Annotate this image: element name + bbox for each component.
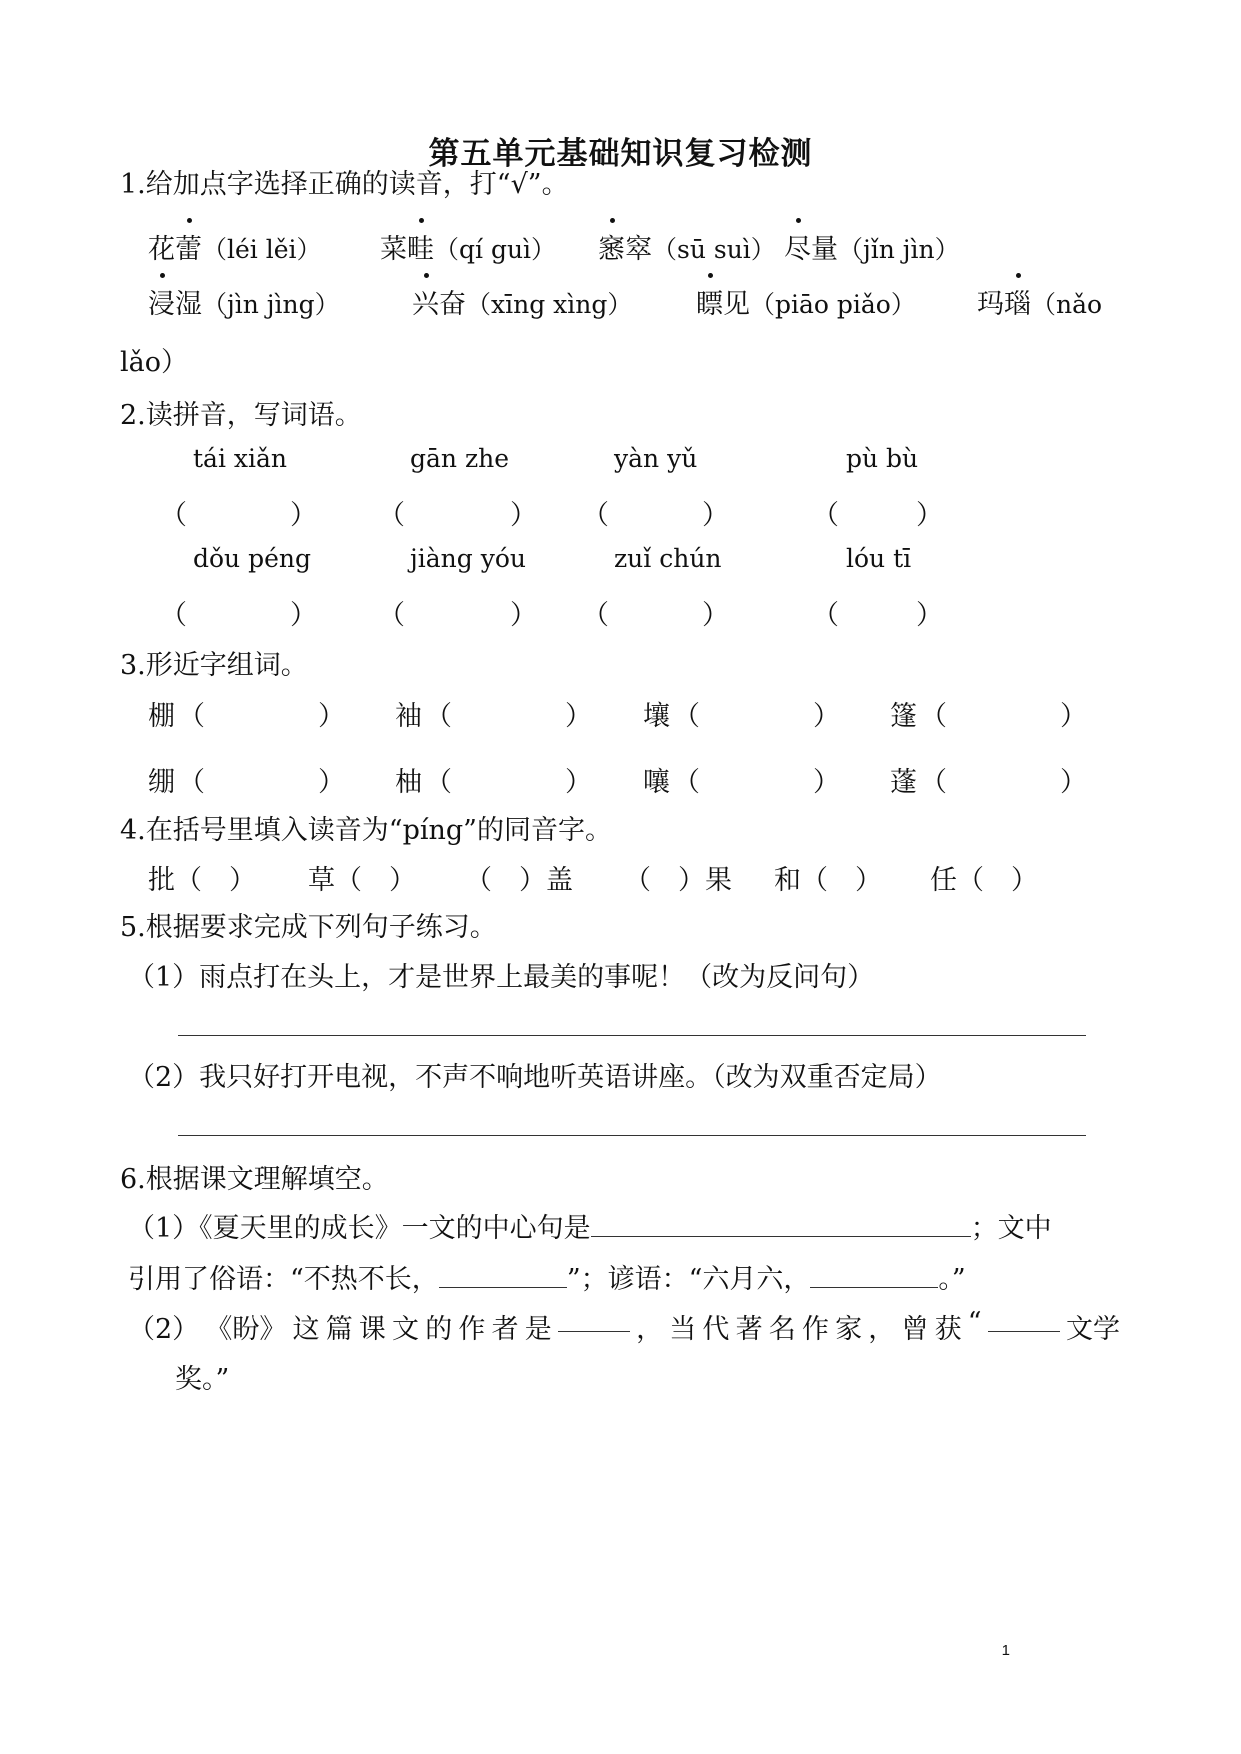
page-title: 第五单元基础知识复习检测: [428, 136, 813, 172]
q2-answer-open: （: [378, 500, 405, 531]
q6-heading: 6.根据课文理解填空。: [120, 1164, 389, 1195]
q4-item[interactable]: （ ）盖: [465, 865, 573, 896]
q3-open: （: [178, 767, 205, 798]
q3-close: ）: [565, 767, 592, 798]
q2-answer-close: ）: [702, 600, 729, 631]
q6-line-1: [128, 1206, 1052, 1245]
q1-choice[interactable]: （piāo piǎo）: [750, 290, 916, 319]
q1-choice[interactable]: （jǐn jìn）: [838, 235, 960, 264]
q6-line3-part: 的: [425, 1314, 453, 1345]
q6-line-3: [128, 1307, 1120, 1346]
q1-choice[interactable]: （xīng xìng）: [466, 290, 633, 319]
q3-char: 蓬: [890, 767, 917, 798]
q6-line3-part: 是: [524, 1314, 552, 1345]
q6-line3-part: ，: [636, 1314, 664, 1345]
q6-line-2: [128, 1257, 966, 1296]
q1-dotted-char: 畦: [407, 227, 434, 266]
q2-pinyin: yàn yǔ: [614, 444, 698, 473]
q6-blank-author[interactable]: [558, 1307, 630, 1332]
q1-item: [598, 227, 776, 266]
q4-item[interactable]: 和（ ）: [774, 865, 882, 896]
q6-blank-saying[interactable]: [439, 1263, 567, 1288]
q6-line3-part: 著: [735, 1314, 763, 1345]
q1-char: 菜: [380, 234, 407, 265]
q6-line3-part: 者: [491, 1314, 519, 1345]
q4-item[interactable]: 任（ ）: [930, 865, 1038, 896]
q1-row2-wrap: lǎo）: [120, 347, 188, 378]
q1-dotted-char: 兴: [412, 282, 439, 321]
q6-line3-part: 代: [702, 1314, 730, 1345]
q1-item: [977, 282, 1102, 321]
q3-answer-space[interactable]: [703, 760, 803, 790]
q3-char: 嚷: [643, 767, 670, 798]
q6-line3-end: 文学: [1065, 1314, 1120, 1345]
q2-pinyin: gān zhe: [410, 444, 510, 473]
q5-sentence-2: （2）我只好打开电视，不声不响地听英语讲座。（改为双重否定局）: [128, 1062, 942, 1093]
q3-answer-space[interactable]: [455, 694, 555, 724]
q1-dotted-char: 蕾: [175, 227, 202, 266]
q2-answer-space[interactable]: [612, 593, 702, 623]
q3-close: ）: [813, 767, 840, 798]
q1-item: [784, 227, 960, 266]
q3-answer-space[interactable]: [455, 760, 555, 790]
q2-answer-close: ）: [290, 600, 317, 631]
q3-answer-space[interactable]: [703, 694, 803, 724]
q1-heading: 1.给加点字选择正确的读音，打“√”。: [120, 169, 569, 200]
q6-line3-part: 文: [392, 1314, 420, 1345]
q1-char: 玛: [977, 289, 1004, 320]
q3-open: （: [673, 767, 700, 798]
q2-answer-close: ）: [916, 600, 943, 631]
q2-pinyin: zuǐ chún: [614, 544, 722, 573]
q3-open: （: [425, 767, 452, 798]
q5-answer-line-1[interactable]: [178, 1035, 1086, 1036]
q1-item: [148, 227, 322, 266]
q6-line-4: 奖。”: [175, 1364, 230, 1395]
q2-pinyin: pù bù: [846, 444, 919, 473]
q3-answer-space[interactable]: [950, 694, 1050, 724]
q2-answer-space[interactable]: [190, 593, 290, 623]
q2-answer-open: （: [160, 600, 187, 631]
q2-pinyin: lóu tī: [846, 544, 912, 573]
q6-line2-text-b: ”；谚语：“六月六，: [566, 1264, 811, 1295]
q4-heading: 4.在括号里填入读音为“píng”的同音字。: [120, 815, 612, 846]
q3-answer-space[interactable]: [208, 760, 308, 790]
q2-answer-space[interactable]: [190, 493, 290, 523]
q6-line2-text-c: 。”: [938, 1264, 966, 1295]
q6-line3-part: 课: [358, 1314, 386, 1345]
q2-answer-open: （: [582, 600, 609, 631]
q6-line3-part: “: [967, 1307, 982, 1338]
q2-answer-space[interactable]: [612, 493, 702, 523]
q6-line3-part: （2）: [128, 1314, 200, 1345]
q2-answer-open: （: [378, 600, 405, 631]
q5-answer-line-2[interactable]: [178, 1135, 1086, 1136]
q1-choice[interactable]: （qí guì）: [434, 235, 557, 264]
q1-char: 量: [811, 234, 838, 265]
q2-pinyin: jiàng yóu: [410, 544, 526, 573]
q5-heading: 5.根据要求完成下列句子练习。: [120, 912, 497, 943]
q3-close: ）: [565, 701, 592, 732]
q2-answer-space[interactable]: [842, 593, 916, 623]
q1-dotted-char: 窸: [598, 227, 625, 266]
q6-blank-award[interactable]: [988, 1307, 1060, 1332]
page-number: 1: [1001, 1642, 1010, 1659]
q1-dotted-char: 瞟: [696, 282, 723, 321]
q6-line3-part: 作: [458, 1314, 486, 1345]
q6-line3-part: ，: [868, 1314, 896, 1345]
q3-close: ）: [318, 701, 345, 732]
q6-line3-part: 作: [801, 1314, 829, 1345]
q1-char: 见: [723, 289, 750, 320]
q2-answer-open: （: [812, 500, 839, 531]
q2-answer-close: ）: [510, 600, 537, 631]
q1-item: [412, 282, 632, 321]
q6-blank-proverb[interactable]: [810, 1263, 938, 1288]
q1-char: 窣: [625, 234, 652, 265]
q2-answer-open: （: [812, 600, 839, 631]
q2-answer-close: ）: [916, 500, 943, 531]
q3-char: 壤: [643, 701, 670, 732]
q3-open: （: [425, 701, 452, 732]
q1-char: 奋: [439, 289, 466, 320]
q4-item[interactable]: 草（ ）: [308, 865, 416, 896]
q6-line1-text: （1）《夏天里的成长》一文的中心句是: [128, 1213, 591, 1244]
q2-answer-close: ）: [290, 500, 317, 531]
q1-choice[interactable]: （jìn jìng）: [202, 290, 340, 319]
q3-char: 绷: [148, 767, 175, 798]
q2-answer-open: （: [582, 500, 609, 531]
q2-heading: 2.读拼音，写词语。: [120, 400, 362, 431]
q1-char: 花: [148, 234, 175, 265]
q2-answer-close: ）: [702, 500, 729, 531]
q6-line3-part: 获: [934, 1314, 962, 1345]
q2-pinyin: dǒu péng: [193, 544, 312, 573]
q4-item[interactable]: 批（ ）: [148, 865, 256, 896]
q3-char: 棚: [148, 701, 175, 732]
q6-line3-part: 篇: [325, 1314, 353, 1345]
q6-line1-end: ；文中: [970, 1213, 1052, 1244]
q3-char: 篷: [890, 701, 917, 732]
q2-answer-space[interactable]: [842, 493, 916, 523]
q3-open: （: [673, 701, 700, 732]
q1-dotted-char: 尽: [784, 227, 811, 266]
q3-heading: 3.形近字组词。: [120, 650, 308, 681]
q6-line3-part: 名: [768, 1314, 796, 1345]
q5-sentence-1: （1）雨点打在头上，才是世界上最美的事呢！（改为反问句）: [128, 962, 875, 993]
q2-pinyin: tái xiǎn: [193, 444, 287, 473]
q6-line3-part: 这: [292, 1314, 320, 1345]
q1-item: [148, 282, 340, 321]
q3-answer-space[interactable]: [950, 760, 1050, 790]
q4-item[interactable]: （ ）果: [624, 865, 732, 896]
q6-blank-central-sentence[interactable]: [591, 1212, 971, 1237]
q6-line2-text-a: 引用了俗语：“不热不长，: [128, 1264, 439, 1295]
q2-answer-space[interactable]: [408, 593, 510, 623]
q3-close: ）: [1060, 701, 1087, 732]
q6-line3-part: 曾: [901, 1314, 929, 1345]
q2-answer-open: （: [160, 500, 187, 531]
q1-dotted-char: 浸: [148, 282, 175, 321]
q3-close: ）: [1060, 767, 1087, 798]
q3-char: 柚: [395, 767, 422, 798]
q6-line3-part: 家: [835, 1314, 863, 1345]
q1-char: 湿: [175, 289, 202, 320]
q2-answer-close: ）: [510, 500, 537, 531]
q1-choice[interactable]: （sū suì）: [652, 235, 776, 264]
q3-close: ）: [813, 701, 840, 732]
q1-choice[interactable]: （léi lěi）: [202, 235, 322, 264]
q1-item: [380, 227, 556, 266]
q3-close: ）: [318, 767, 345, 798]
q1-item: [696, 282, 916, 321]
q3-open: （: [178, 701, 205, 732]
q2-answer-space[interactable]: [408, 493, 510, 523]
q1-dotted-char: 瑙: [1004, 282, 1031, 321]
q6-line3-part: 《盼》: [205, 1314, 287, 1345]
q3-open: （: [920, 767, 947, 798]
q3-answer-space[interactable]: [208, 694, 308, 724]
q6-line3-part: 当: [669, 1314, 697, 1345]
q3-open: （: [920, 701, 947, 732]
q3-char: 袖: [395, 701, 422, 732]
q1-choice[interactable]: （nǎo: [1031, 290, 1103, 319]
